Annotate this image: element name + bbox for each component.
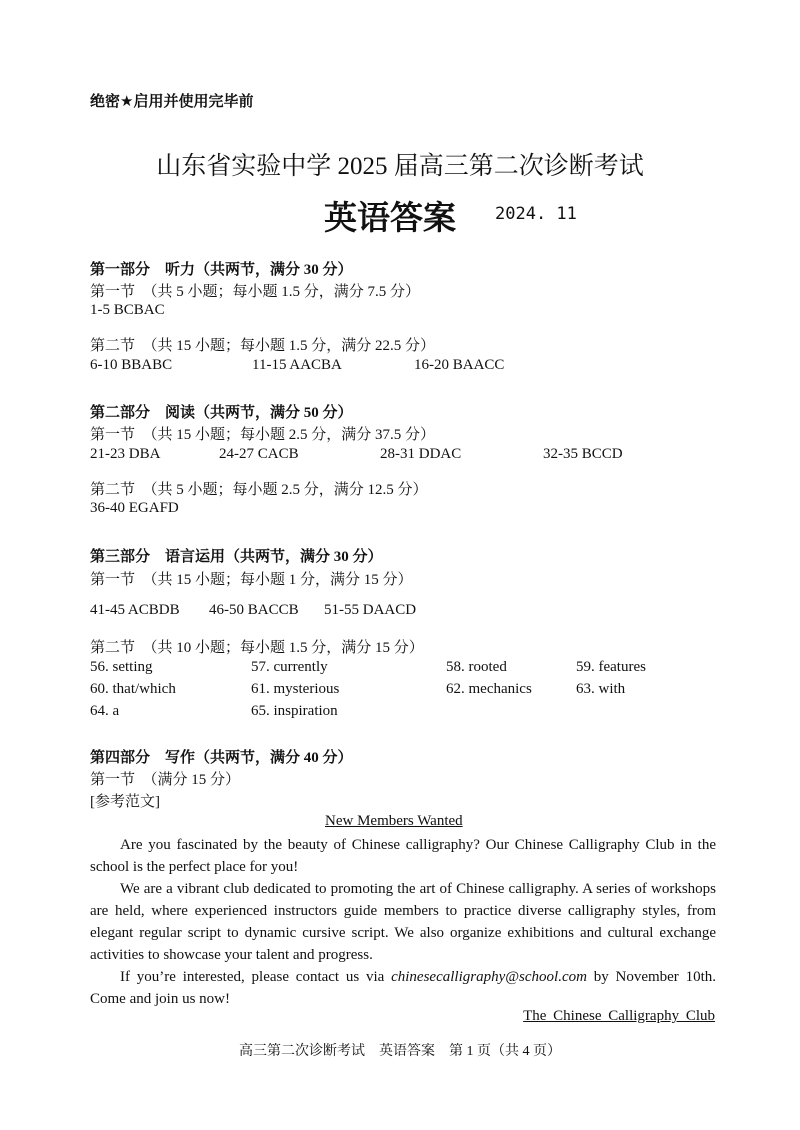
- answer-group: 32-35 BCCD: [543, 446, 623, 462]
- essay-body: [90, 834, 716, 1010]
- confidential-note: 绝密★启用并使用完毕前: [90, 92, 254, 110]
- exam-date: 2024. 11: [495, 204, 577, 224]
- fill-answer: 56. setting: [90, 659, 153, 675]
- answer-group: 11-15 AACBA: [252, 357, 342, 373]
- contact-email: chinesecalligraphy@school.com: [391, 969, 587, 985]
- answer-group: 46-50 BACCB: [209, 602, 299, 618]
- answer-group: 28-31 DDAC: [380, 446, 462, 462]
- answer-group: 6-10 BBABC: [90, 357, 173, 373]
- fill-answer: 58. rooted: [446, 659, 507, 675]
- answer-group: 16-20 BAACC: [414, 357, 505, 373]
- exam-title: 山东省实验中学 2025 届高三第二次诊断考试: [156, 153, 644, 180]
- reference-label: [参考范文]: [90, 794, 160, 810]
- part3-section1-heading: 第一节 （共 15 小题；每小题 1 分，满分 15 分）: [90, 572, 413, 588]
- part2-section1-heading: 第一节 （共 15 小题；每小题 2.5 分，满分 37.5 分）: [90, 427, 436, 443]
- essay-text: If you’re interested, please contact us via: [120, 969, 392, 985]
- part1-section1-heading: 第一节 （共 5 小题；每小题 1.5 分，满分 7.5 分）: [90, 284, 421, 300]
- answer-group: 24-27 CACB: [219, 446, 299, 462]
- part3-heading: 第三部分 语言运用（共两节，满分 30 分）: [90, 549, 383, 565]
- answer-group: 36-40 EGAFD: [90, 500, 179, 516]
- fill-answer: 57. currently: [251, 659, 328, 675]
- part2-heading: 第二部分 阅读（共两节，满分 50 分）: [90, 405, 353, 421]
- part1-heading: 第一部分 听力（共两节，满分 30 分）: [90, 262, 353, 278]
- answer-key-title: 英语答案: [324, 198, 456, 237]
- part2-section2-heading: 第二节 （共 5 小题；每小题 2.5 分，满分 12.5 分）: [90, 482, 428, 498]
- fill-answer: 60. that/which: [90, 681, 176, 697]
- fill-answer: 62. mechanics: [446, 681, 532, 697]
- part4-section1-heading: 第一节 （满分 15 分）: [90, 772, 241, 788]
- answer-group: 41-45 ACBDB: [90, 602, 180, 618]
- answer-group: 1-5 BCBAC: [90, 302, 165, 318]
- fill-answer: 61. mysterious: [251, 681, 340, 697]
- part4-heading: 第四部分 写作（共两节，满分 40 分）: [90, 750, 353, 766]
- fill-answer: 65. inspiration: [251, 703, 338, 719]
- fill-answer: 59. features: [576, 659, 646, 675]
- page-footer: 高三第二次诊断考试 英语答案 第 1 页（共 4 页）: [239, 1044, 561, 1059]
- fill-answer: 63. with: [576, 681, 626, 697]
- essay-title: New Members Wanted: [325, 813, 463, 829]
- part1-section2-heading: 第二节 （共 15 小题；每小题 1.5 分，满分 22.5 分）: [90, 338, 436, 354]
- essay-text: by November 10th. Come and join us now!: [90, 969, 716, 1007]
- part3-section2-heading: 第二节 （共 10 小题；每小题 1.5 分，满分 15 分）: [90, 640, 424, 656]
- fill-answer: 64. a: [90, 703, 120, 719]
- answer-group: 51-55 DAACD: [324, 602, 417, 618]
- essay-paragraph: Are you fascinated by the beauty of Chinese calligraphy? Our Chinese Calligraphy Club in the school is the perfect place for you!: [90, 837, 716, 875]
- essay-paragraph: [90, 966, 716, 1010]
- essay-paragraph: We are a vibrant club dedicated to promoting the art of Chinese calligraphy. A series of workshops are held, where experienced instructors guide members to practice diverse calligraphy styles, from elegant regular script to dynamic cursive script. We also organize exhibitions and cultural exchange activities to showcase your talent and progress.: [90, 881, 716, 963]
- essay-signature: The Chinese Calligraphy Club: [523, 1008, 715, 1024]
- answer-group: 21-23 DBA: [90, 446, 161, 462]
